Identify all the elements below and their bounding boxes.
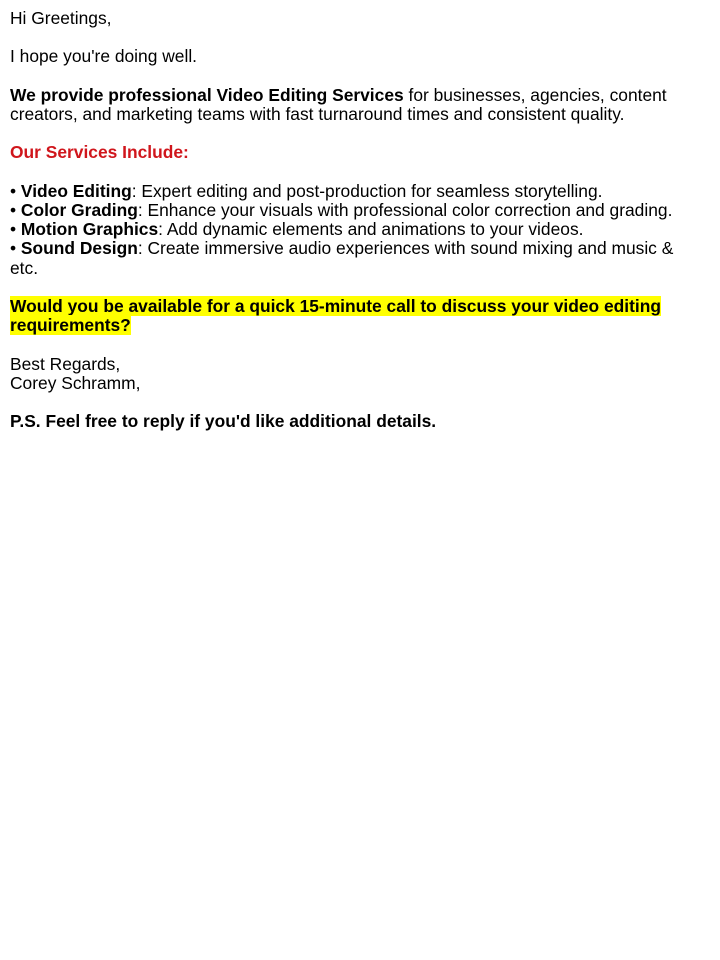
- service-name: Video Editing: [20, 180, 132, 201]
- service-description: : Add dynamic elements and animations to your videos.: [158, 219, 584, 240]
- greeting: Hi Greetings,: [10, 8, 112, 28]
- service-item-sound-design: [10, 239, 690, 277]
- bullet: •: [10, 180, 21, 201]
- postscript: P.S. Feel free to reply if you'd like additional details.: [10, 411, 437, 432]
- offer-paragraph: [10, 86, 690, 124]
- bullet: •: [10, 238, 21, 259]
- offer-rest-text: for businesses, agencies, content creators, and marketing teams with fast turnaround times and consistent quality.: [10, 84, 667, 124]
- call-to-action-paragraph: [10, 297, 690, 335]
- closing-line: Best Regards,: [10, 353, 121, 374]
- sender-name: Corey Schramm,: [10, 372, 141, 393]
- offer-bold-text: We provide professional Video Editing Services: [10, 84, 404, 105]
- email-body: [0, 0, 700, 431]
- bullet: •: [10, 199, 21, 220]
- service-item-video-editing: [10, 182, 690, 201]
- bullet: •: [10, 219, 21, 240]
- call-to-action-highlight: Would you be available for a quick 15-minute call to discuss your video editing requirements?: [10, 295, 662, 336]
- service-description: : Enhance your visuals with professional color correction and grading.: [137, 199, 673, 220]
- service-name: Motion Graphics: [20, 219, 159, 240]
- signature-block: [10, 355, 690, 393]
- service-name: Sound Design: [20, 238, 138, 259]
- service-name: Color Grading: [20, 199, 138, 220]
- service-description: : Create immersive audio experiences with sound mixing and music & etc.: [10, 238, 674, 278]
- services-list: [10, 182, 690, 278]
- service-item-motion-graphics: [10, 220, 690, 239]
- service-description: : Expert editing and post-production for seamless storytelling.: [131, 180, 603, 201]
- services-heading: Our Services Include:: [10, 142, 189, 163]
- service-item-color-grading: [10, 201, 690, 220]
- intro-line: I hope you're doing well.: [10, 46, 198, 67]
